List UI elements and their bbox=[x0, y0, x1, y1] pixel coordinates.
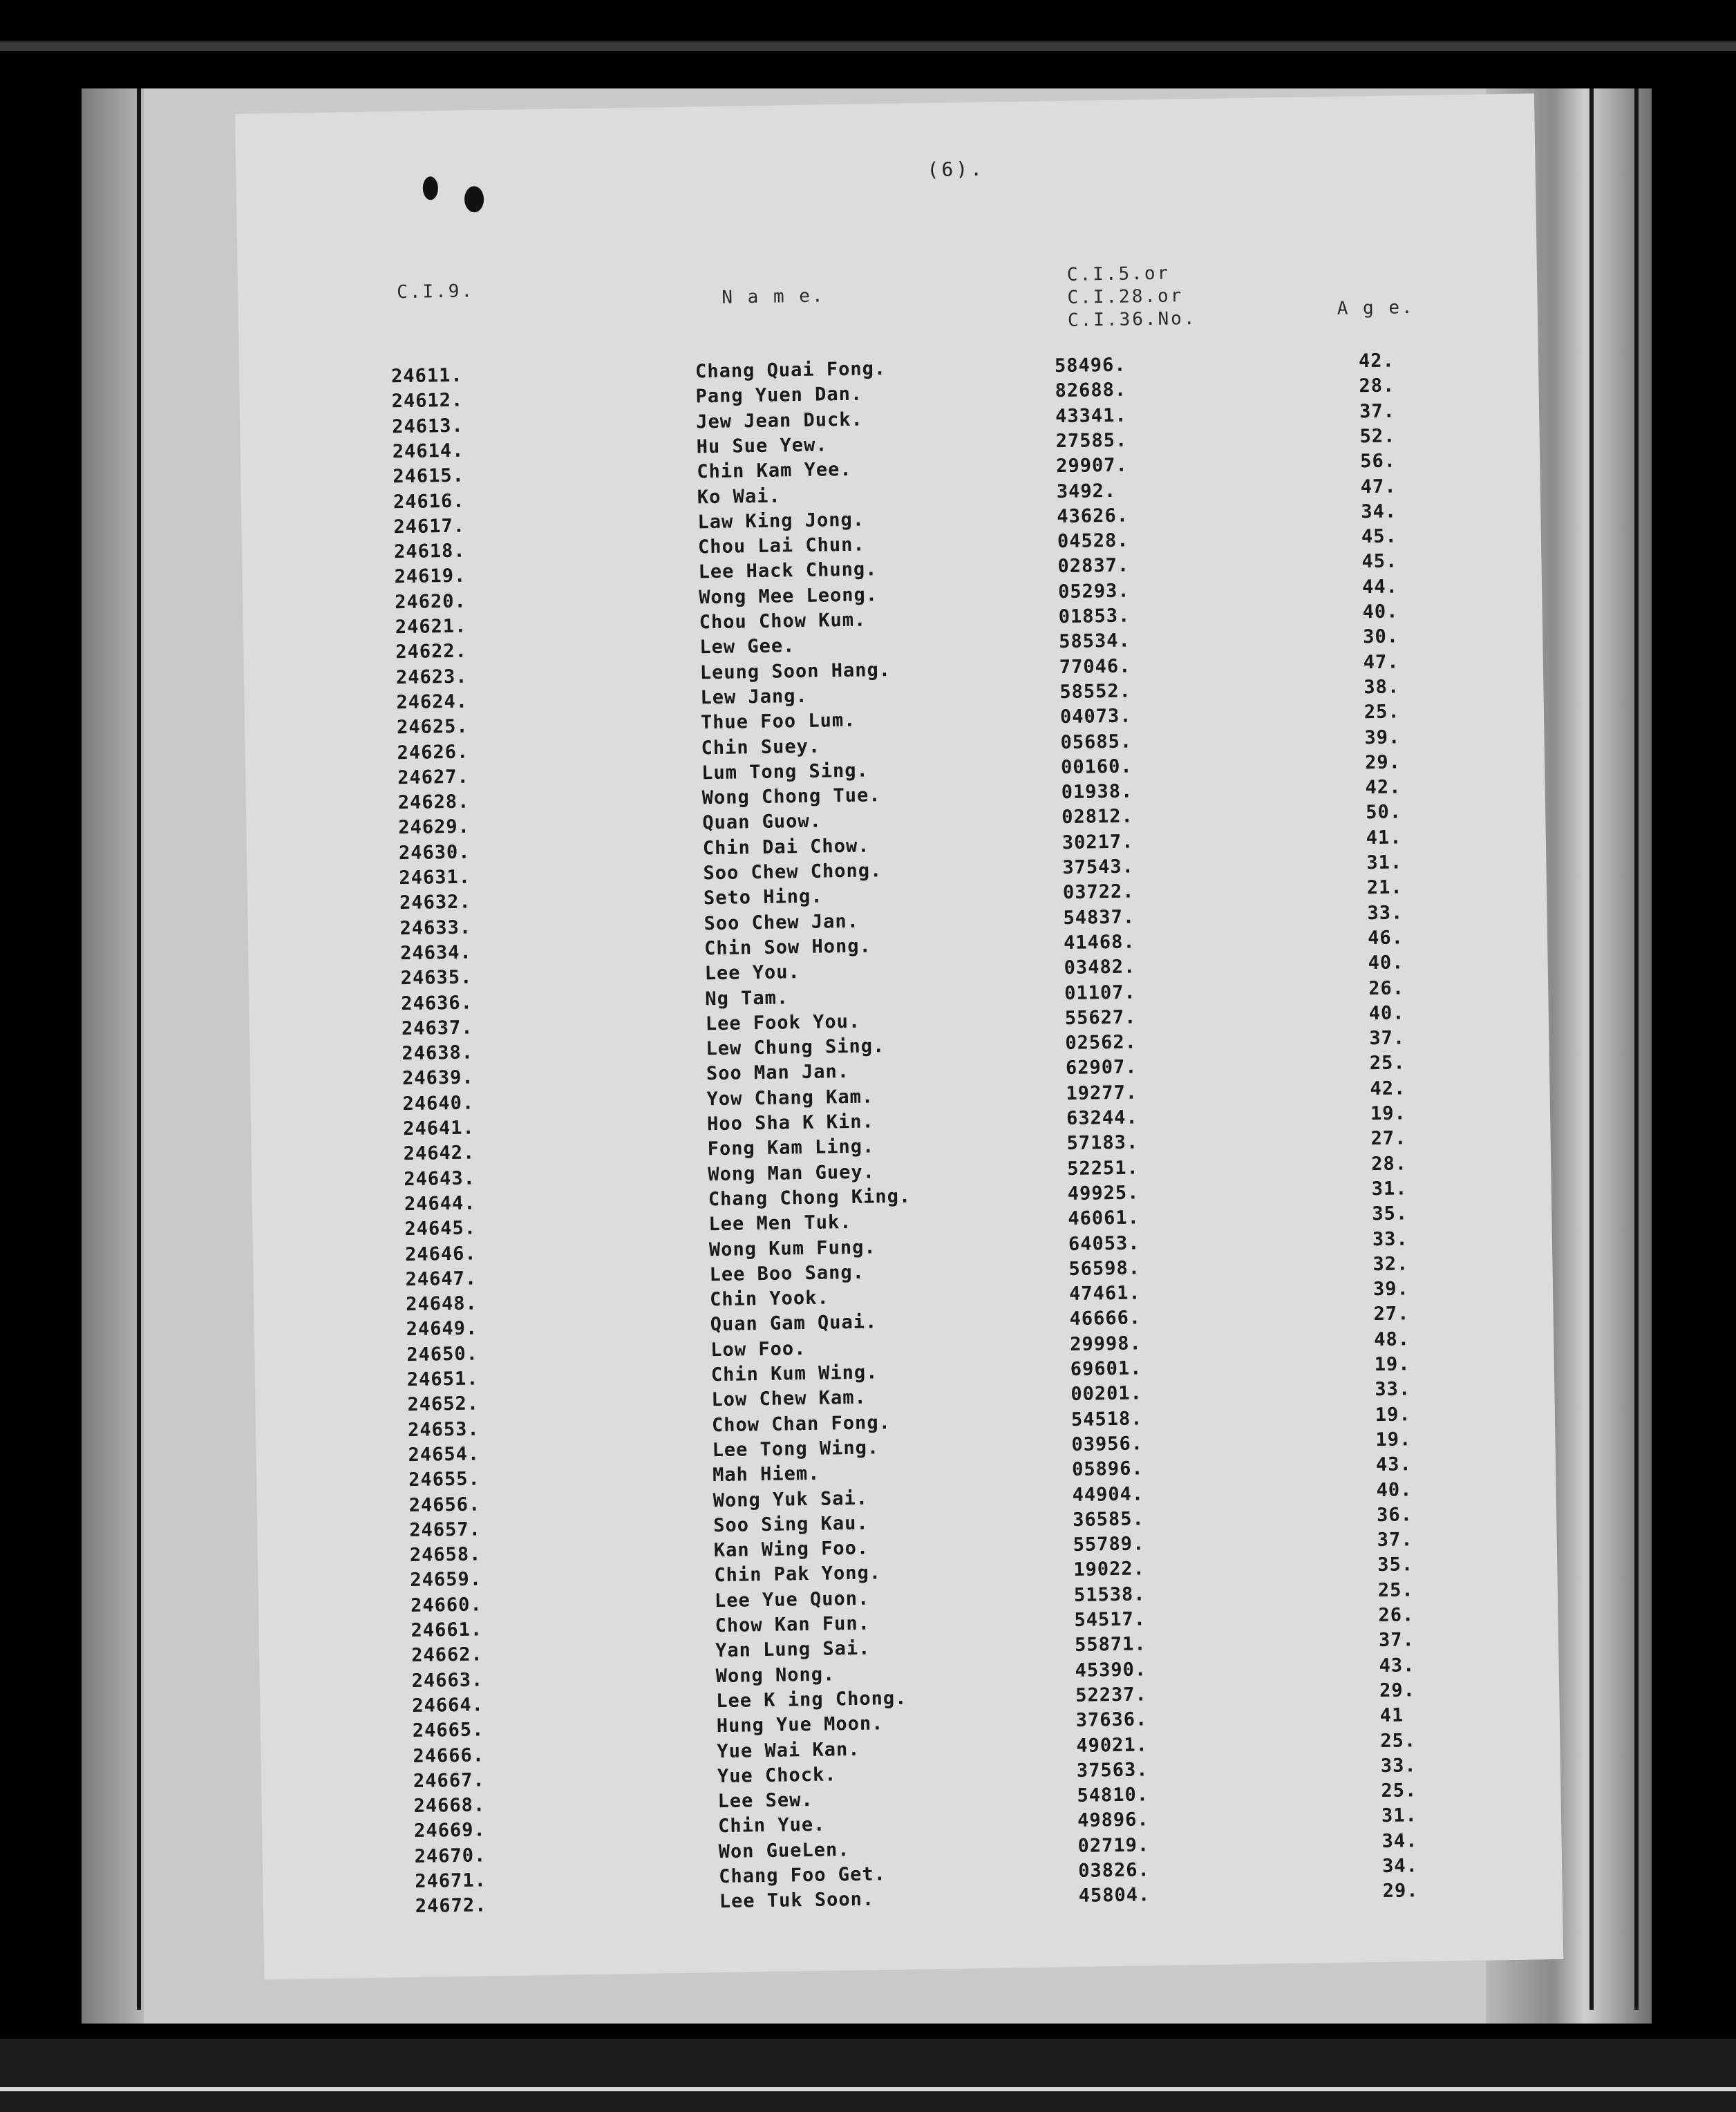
row-ci9: 24671. bbox=[415, 1869, 487, 1892]
row-age: 38. bbox=[1364, 676, 1400, 699]
row-name: Lee Tuk Soon. bbox=[719, 1888, 875, 1913]
row-name: Chow Kan Fun. bbox=[715, 1612, 871, 1637]
row-ci9: 24623. bbox=[395, 666, 468, 688]
row-ci9: 24670. bbox=[414, 1845, 487, 1867]
header-ci9: C.I.9. bbox=[396, 281, 475, 303]
row-age: 52. bbox=[1359, 425, 1396, 448]
row-ci-number: 69601. bbox=[1070, 1357, 1142, 1381]
row-ci9: 24664. bbox=[412, 1694, 484, 1717]
row-age: 37. bbox=[1359, 400, 1396, 422]
row-ci-number: 43341. bbox=[1055, 404, 1127, 427]
row-ci-number: 02562. bbox=[1065, 1031, 1138, 1055]
row-ci9: 24660. bbox=[410, 1594, 482, 1616]
left-shadow-edge bbox=[82, 88, 144, 2024]
row-ci9: 24620. bbox=[395, 590, 467, 613]
row-age: 35. bbox=[1377, 1554, 1414, 1576]
row-name: Lee Boo Sang. bbox=[709, 1261, 865, 1285]
row-ci-number: 52251. bbox=[1066, 1157, 1140, 1180]
row-ci9: 24615. bbox=[393, 464, 465, 488]
row-name: Lew Gee. bbox=[699, 635, 795, 659]
row-ci9: 24650. bbox=[406, 1343, 479, 1366]
row-name: Low Chew Kam. bbox=[711, 1386, 867, 1411]
row-age: 41 bbox=[1379, 1704, 1404, 1727]
row-name: Chin Pak Yong. bbox=[714, 1562, 882, 1587]
row-ci9: 24665. bbox=[412, 1719, 484, 1742]
row-age: 25. bbox=[1381, 1780, 1417, 1802]
row-name: Chang Quai Fong. bbox=[695, 358, 887, 383]
row-ci-number: 54837. bbox=[1063, 906, 1135, 929]
row-ci-number: 41468. bbox=[1063, 931, 1135, 954]
row-age: 19. bbox=[1370, 1102, 1407, 1125]
row-ci-number: 30217. bbox=[1062, 831, 1134, 854]
row-name: Lee Tong Wing. bbox=[712, 1437, 880, 1462]
row-name: Chou Lai Chun. bbox=[697, 534, 865, 558]
row-name: Won GueLen. bbox=[718, 1838, 850, 1863]
row-ci9: 24635. bbox=[400, 966, 473, 990]
row-age: 39. bbox=[1364, 726, 1401, 748]
row-age: 31. bbox=[1381, 1804, 1418, 1827]
header-name: N a m e. bbox=[721, 285, 825, 308]
row-age: 27. bbox=[1373, 1303, 1410, 1326]
row-age: 28. bbox=[1370, 1152, 1408, 1175]
row-age: 47. bbox=[1363, 651, 1399, 673]
row-ci9: 24619. bbox=[394, 565, 466, 588]
row-ci-number: 01853. bbox=[1058, 605, 1131, 628]
row-name: Chin Dai Chow. bbox=[702, 835, 870, 859]
row-ci9: 24628. bbox=[397, 791, 470, 814]
row-age: 29. bbox=[1382, 1880, 1419, 1903]
row-ci-number: 56598. bbox=[1068, 1257, 1141, 1280]
row-ci9: 24638. bbox=[402, 1041, 474, 1065]
row-name: Lee Fook You. bbox=[705, 1010, 861, 1035]
row-ci9: 24611. bbox=[390, 364, 463, 388]
row-age: 29. bbox=[1364, 751, 1402, 773]
row-ci9: 24652. bbox=[407, 1393, 480, 1416]
row-ci-number: 05293. bbox=[1057, 580, 1130, 603]
row-ci9: 24668. bbox=[413, 1794, 486, 1818]
row-ci-number: 49021. bbox=[1076, 1733, 1149, 1757]
row-age: 33. bbox=[1380, 1755, 1417, 1777]
row-age: 36. bbox=[1376, 1504, 1413, 1526]
row-ci-number: 03956. bbox=[1071, 1433, 1144, 1455]
row-age: 31. bbox=[1371, 1178, 1408, 1200]
row-ci-number: 02837. bbox=[1057, 554, 1130, 578]
row-age: 42. bbox=[1370, 1077, 1406, 1100]
row-name: Wong Chong Tue. bbox=[701, 784, 881, 809]
row-ci-number: 29998. bbox=[1069, 1332, 1142, 1355]
row-age: 25. bbox=[1377, 1578, 1414, 1601]
row-ci9: 24661. bbox=[411, 1619, 483, 1642]
row-ci9: 24640. bbox=[402, 1092, 475, 1115]
row-ci-number: 00160. bbox=[1060, 755, 1133, 778]
row-name: Soo Sing Kau. bbox=[713, 1512, 869, 1536]
row-ci9: 24651. bbox=[406, 1368, 479, 1391]
row-age: 33. bbox=[1367, 901, 1404, 924]
row-ci9: 24642. bbox=[403, 1142, 475, 1165]
row-age: 40. bbox=[1362, 601, 1399, 623]
row-ci-number: 45804. bbox=[1078, 1884, 1151, 1907]
row-ci-number: 55789. bbox=[1073, 1533, 1145, 1556]
row-age: 26. bbox=[1378, 1604, 1415, 1627]
row-ci9: 24663. bbox=[411, 1668, 484, 1692]
row-age: 43. bbox=[1379, 1654, 1415, 1677]
row-age: 28. bbox=[1359, 375, 1395, 397]
row-name: Chin Kum Wing. bbox=[710, 1361, 878, 1386]
row-ci9: 24629. bbox=[398, 815, 471, 839]
row-age: 33. bbox=[1372, 1227, 1408, 1250]
row-age: 34. bbox=[1361, 500, 1397, 523]
row-age: 19. bbox=[1375, 1429, 1412, 1451]
row-name: Chin Kam Yee. bbox=[697, 458, 852, 483]
row-ci9: 24659. bbox=[410, 1568, 482, 1592]
row-ci9: 24617. bbox=[393, 515, 466, 538]
row-age: 25. bbox=[1380, 1729, 1417, 1752]
row-name: Pang Yuen Dan. bbox=[695, 383, 863, 408]
row-name: Chin Yook. bbox=[709, 1287, 829, 1311]
row-ci-number: 37563. bbox=[1076, 1759, 1149, 1782]
row-name: Jew Jean Duck. bbox=[695, 408, 863, 433]
row-age: 43. bbox=[1375, 1453, 1413, 1476]
row-name: Ko Wai. bbox=[697, 484, 781, 508]
row-ci-number: 37543. bbox=[1062, 856, 1135, 879]
row-age: 47. bbox=[1360, 475, 1397, 498]
row-ci-number: 44904. bbox=[1072, 1482, 1144, 1506]
row-name: Yan Lung Sai. bbox=[715, 1637, 871, 1662]
film-bottom-line bbox=[0, 2087, 1736, 2091]
row-ci9: 24632. bbox=[399, 891, 471, 914]
row-ci-number: 05896. bbox=[1071, 1458, 1144, 1481]
row-ci-number: 01938. bbox=[1061, 780, 1133, 804]
row-name: Leung Soon Hang. bbox=[699, 659, 891, 683]
row-age: 40. bbox=[1368, 1002, 1405, 1024]
row-ci-number: 52237. bbox=[1075, 1684, 1147, 1706]
row-name: Chou Chow Kum. bbox=[699, 609, 867, 634]
row-name: Soo Chew Chong. bbox=[703, 860, 883, 885]
row-age: 32. bbox=[1372, 1253, 1409, 1275]
row-name: Lee Sew. bbox=[717, 1789, 813, 1813]
row-name: Wong Yuk Sai. bbox=[713, 1487, 869, 1511]
row-name: Chang Foo Get. bbox=[719, 1863, 887, 1888]
row-ci-number: 55871. bbox=[1074, 1633, 1147, 1657]
row-ci-number: 77046. bbox=[1059, 655, 1131, 678]
row-ci-number: 03826. bbox=[1077, 1859, 1150, 1882]
row-ci-number: 58496. bbox=[1054, 354, 1126, 377]
row-ci-number: 57183. bbox=[1066, 1131, 1139, 1155]
header-age: A g e. bbox=[1337, 296, 1415, 319]
row-name: Mah Hiem. bbox=[712, 1462, 820, 1487]
row-ci-number: 01107. bbox=[1064, 981, 1137, 1004]
row-name: Lew Jang. bbox=[700, 685, 809, 709]
row-ci9: 24621. bbox=[395, 615, 467, 639]
row-name: Kan Wing Foo. bbox=[713, 1537, 869, 1562]
row-ci9: 24624. bbox=[396, 690, 469, 714]
row-age: 56. bbox=[1359, 450, 1397, 473]
right-border-line bbox=[1589, 88, 1594, 2010]
row-ci-number: 29907. bbox=[1056, 454, 1129, 478]
row-name: Seto Hing. bbox=[703, 885, 823, 909]
film-bottom-bar bbox=[0, 2039, 1736, 2112]
row-name: Yow Chang Kam. bbox=[706, 1086, 874, 1110]
row-name: Lee Yue Quon. bbox=[714, 1587, 870, 1612]
row-name: Wong Mee Leong. bbox=[698, 583, 878, 608]
row-ci9: 24631. bbox=[399, 866, 471, 889]
row-ci-number: 58552. bbox=[1059, 680, 1132, 704]
row-ci-number: 55627. bbox=[1064, 1006, 1137, 1029]
row-age: 50. bbox=[1365, 801, 1402, 824]
row-age: 42. bbox=[1358, 350, 1395, 373]
row-age: 42. bbox=[1365, 776, 1402, 799]
row-name: Law King Jong. bbox=[697, 509, 865, 534]
row-age: 46. bbox=[1367, 927, 1404, 950]
row-ci9: 24662. bbox=[411, 1643, 483, 1667]
row-name: Wong Man Guey. bbox=[708, 1161, 876, 1185]
row-name: Wong Kum Fung. bbox=[708, 1236, 876, 1261]
row-name: Yue Wai Kan. bbox=[717, 1738, 860, 1762]
row-ci-number: 51538. bbox=[1073, 1583, 1146, 1606]
header-ci5-line2: C.I.28.or bbox=[1067, 285, 1184, 308]
row-ci9: 24636. bbox=[401, 992, 473, 1015]
row-ci-number: 62907. bbox=[1065, 1056, 1138, 1079]
row-age: 33. bbox=[1375, 1378, 1411, 1401]
row-name: Lee Hack Chung. bbox=[698, 558, 878, 583]
row-age: 30. bbox=[1362, 625, 1399, 648]
row-age: 45. bbox=[1361, 550, 1398, 573]
row-ci-number: 04073. bbox=[1059, 705, 1132, 728]
row-ci-number: 82688. bbox=[1055, 379, 1127, 402]
row-ci9: 24658. bbox=[409, 1543, 482, 1567]
row-ci-number: 54518. bbox=[1070, 1407, 1143, 1431]
row-ci9: 24616. bbox=[393, 490, 465, 513]
row-ci-number: 03482. bbox=[1064, 956, 1136, 979]
row-name: Lum Tong Sing. bbox=[701, 760, 869, 784]
row-ci9: 24645. bbox=[404, 1217, 477, 1241]
row-age: 29. bbox=[1379, 1679, 1416, 1701]
row-ci-number: 19277. bbox=[1066, 1082, 1138, 1104]
row-ci9: 24653. bbox=[407, 1418, 480, 1441]
row-name: Lee K ing Chong. bbox=[716, 1687, 907, 1713]
ledger-page bbox=[235, 93, 1563, 1979]
header-ci5-line3: C.I.36.No. bbox=[1067, 308, 1197, 331]
row-ci-number: 54810. bbox=[1077, 1784, 1149, 1807]
row-ci-number: 64053. bbox=[1068, 1232, 1140, 1255]
row-ci9: 24634. bbox=[399, 941, 473, 965]
row-ci9: 24639. bbox=[402, 1066, 474, 1090]
row-age: 21. bbox=[1366, 876, 1403, 899]
punch-hole bbox=[464, 186, 484, 212]
row-ci-number: 45390. bbox=[1075, 1658, 1147, 1681]
row-name: Chow Chan Fong. bbox=[711, 1411, 891, 1436]
row-name: Thue Foo Lum. bbox=[700, 709, 856, 734]
row-ci-number: 54517. bbox=[1074, 1608, 1147, 1631]
row-ci-number: 02812. bbox=[1062, 805, 1134, 829]
row-ci9: 24622. bbox=[395, 640, 468, 663]
row-age: 19. bbox=[1374, 1353, 1410, 1376]
row-ci-number: 43626. bbox=[1057, 505, 1129, 527]
row-ci9: 24648. bbox=[405, 1292, 478, 1316]
row-age: 41. bbox=[1366, 827, 1402, 849]
row-name: Fong Kam Ling. bbox=[707, 1135, 875, 1160]
row-name: Wong Nong. bbox=[715, 1663, 836, 1687]
row-age: 34. bbox=[1381, 1855, 1419, 1878]
row-ci-number: 36585. bbox=[1072, 1508, 1144, 1531]
page-number: (6). bbox=[927, 157, 985, 182]
row-age: 40. bbox=[1376, 1478, 1413, 1501]
row-ci9: 24657. bbox=[409, 1518, 482, 1541]
row-age: 26. bbox=[1368, 977, 1405, 999]
row-ci9: 24630. bbox=[398, 841, 471, 864]
row-ci9: 24654. bbox=[408, 1443, 480, 1466]
row-age: 34. bbox=[1381, 1829, 1418, 1852]
row-ci9: 24644. bbox=[404, 1192, 476, 1216]
row-ci-number: 03722. bbox=[1062, 880, 1135, 904]
row-ci9: 24625. bbox=[396, 715, 469, 739]
row-ci-number: 37636. bbox=[1075, 1708, 1148, 1732]
right-border-line-2 bbox=[1634, 88, 1639, 2010]
row-name: Ng Tam. bbox=[705, 986, 789, 1010]
row-name: Lee You. bbox=[704, 961, 801, 985]
left-border-line bbox=[137, 88, 141, 2010]
row-ci9: 24672. bbox=[415, 1894, 487, 1918]
row-age: 40. bbox=[1368, 952, 1404, 974]
row-age: 37. bbox=[1377, 1529, 1413, 1552]
row-ci9: 24627. bbox=[397, 766, 470, 789]
row-ci-number: 58534. bbox=[1059, 630, 1131, 653]
row-ci-number: 46666. bbox=[1069, 1307, 1142, 1330]
row-ci9: 24667. bbox=[413, 1769, 485, 1792]
row-ci9: 24626. bbox=[397, 741, 469, 764]
row-ci9: 24655. bbox=[408, 1468, 480, 1491]
row-ci9: 24643. bbox=[404, 1167, 476, 1190]
row-ci9: 24612. bbox=[391, 389, 464, 413]
row-age: 44. bbox=[1361, 576, 1399, 598]
row-age: 35. bbox=[1372, 1203, 1408, 1225]
row-ci-number: 49896. bbox=[1077, 1809, 1149, 1832]
row-ci9: 24613. bbox=[392, 415, 464, 437]
row-age: 39. bbox=[1372, 1278, 1410, 1301]
row-name: Hoo Sha K Kin. bbox=[706, 1111, 874, 1135]
row-ci-number: 19022. bbox=[1073, 1558, 1146, 1581]
row-name: Quan Guow. bbox=[702, 810, 822, 834]
row-name: Soo Man Jan. bbox=[706, 1061, 850, 1085]
row-name: Hu Sue Yew. bbox=[696, 434, 828, 458]
row-age: 45. bbox=[1361, 525, 1397, 548]
row-name: Chin Yue. bbox=[717, 1814, 826, 1838]
row-age: 37. bbox=[1369, 1027, 1406, 1050]
row-ci-number: 05685. bbox=[1060, 730, 1133, 753]
row-name: Lee Men Tuk. bbox=[708, 1211, 852, 1236]
row-ci9: 24649. bbox=[406, 1317, 478, 1341]
row-ci-number: 27585. bbox=[1055, 429, 1128, 453]
row-ci9: 24646. bbox=[404, 1242, 477, 1265]
row-name: Chang Chong King. bbox=[708, 1185, 912, 1211]
row-age: 19. bbox=[1375, 1403, 1411, 1426]
row-ci-number: 47461. bbox=[1068, 1282, 1141, 1305]
row-ci9: 24656. bbox=[408, 1493, 481, 1516]
punch-hole bbox=[423, 176, 439, 200]
row-name: Lew Chung Sing. bbox=[706, 1035, 885, 1060]
row-ci9: 24618. bbox=[393, 540, 466, 563]
row-name: Quan Gam Quai. bbox=[710, 1311, 878, 1336]
row-ci9: 24641. bbox=[402, 1117, 475, 1140]
row-ci-number: 00201. bbox=[1070, 1382, 1143, 1406]
row-ci9: 24637. bbox=[401, 1017, 473, 1039]
row-age: 48. bbox=[1373, 1328, 1410, 1350]
row-ci-number: 04528. bbox=[1057, 529, 1129, 553]
row-ci9: 24614. bbox=[392, 440, 464, 463]
row-name: Chin Suey. bbox=[701, 735, 821, 759]
film-top-strip bbox=[0, 41, 1736, 51]
row-ci-number: 02719. bbox=[1077, 1833, 1150, 1857]
row-ci-number: 49925. bbox=[1067, 1182, 1140, 1205]
row-age: 25. bbox=[1364, 701, 1400, 724]
row-age: 31. bbox=[1366, 851, 1403, 874]
row-age: 25. bbox=[1369, 1052, 1406, 1075]
row-age: 37. bbox=[1378, 1629, 1415, 1652]
row-name: Chin Sow Hong. bbox=[704, 935, 871, 960]
row-ci9: 24647. bbox=[405, 1267, 478, 1290]
row-ci-number: 3492. bbox=[1056, 480, 1117, 502]
row-ci9: 24633. bbox=[399, 916, 472, 939]
row-ci-number: 63244. bbox=[1066, 1106, 1138, 1130]
row-name: Hung Yue Moon. bbox=[716, 1713, 884, 1737]
row-age: 27. bbox=[1370, 1127, 1407, 1150]
row-name: Soo Chew Jan. bbox=[704, 910, 860, 934]
header-ci5-line1: C.I.5.or bbox=[1066, 263, 1171, 285]
row-ci9: 24669. bbox=[413, 1819, 486, 1842]
row-name: Yue Chock. bbox=[717, 1764, 837, 1787]
row-name: Low Foo. bbox=[710, 1337, 806, 1361]
row-ci9: 24666. bbox=[413, 1744, 485, 1767]
row-ci-number: 46061. bbox=[1068, 1207, 1140, 1230]
